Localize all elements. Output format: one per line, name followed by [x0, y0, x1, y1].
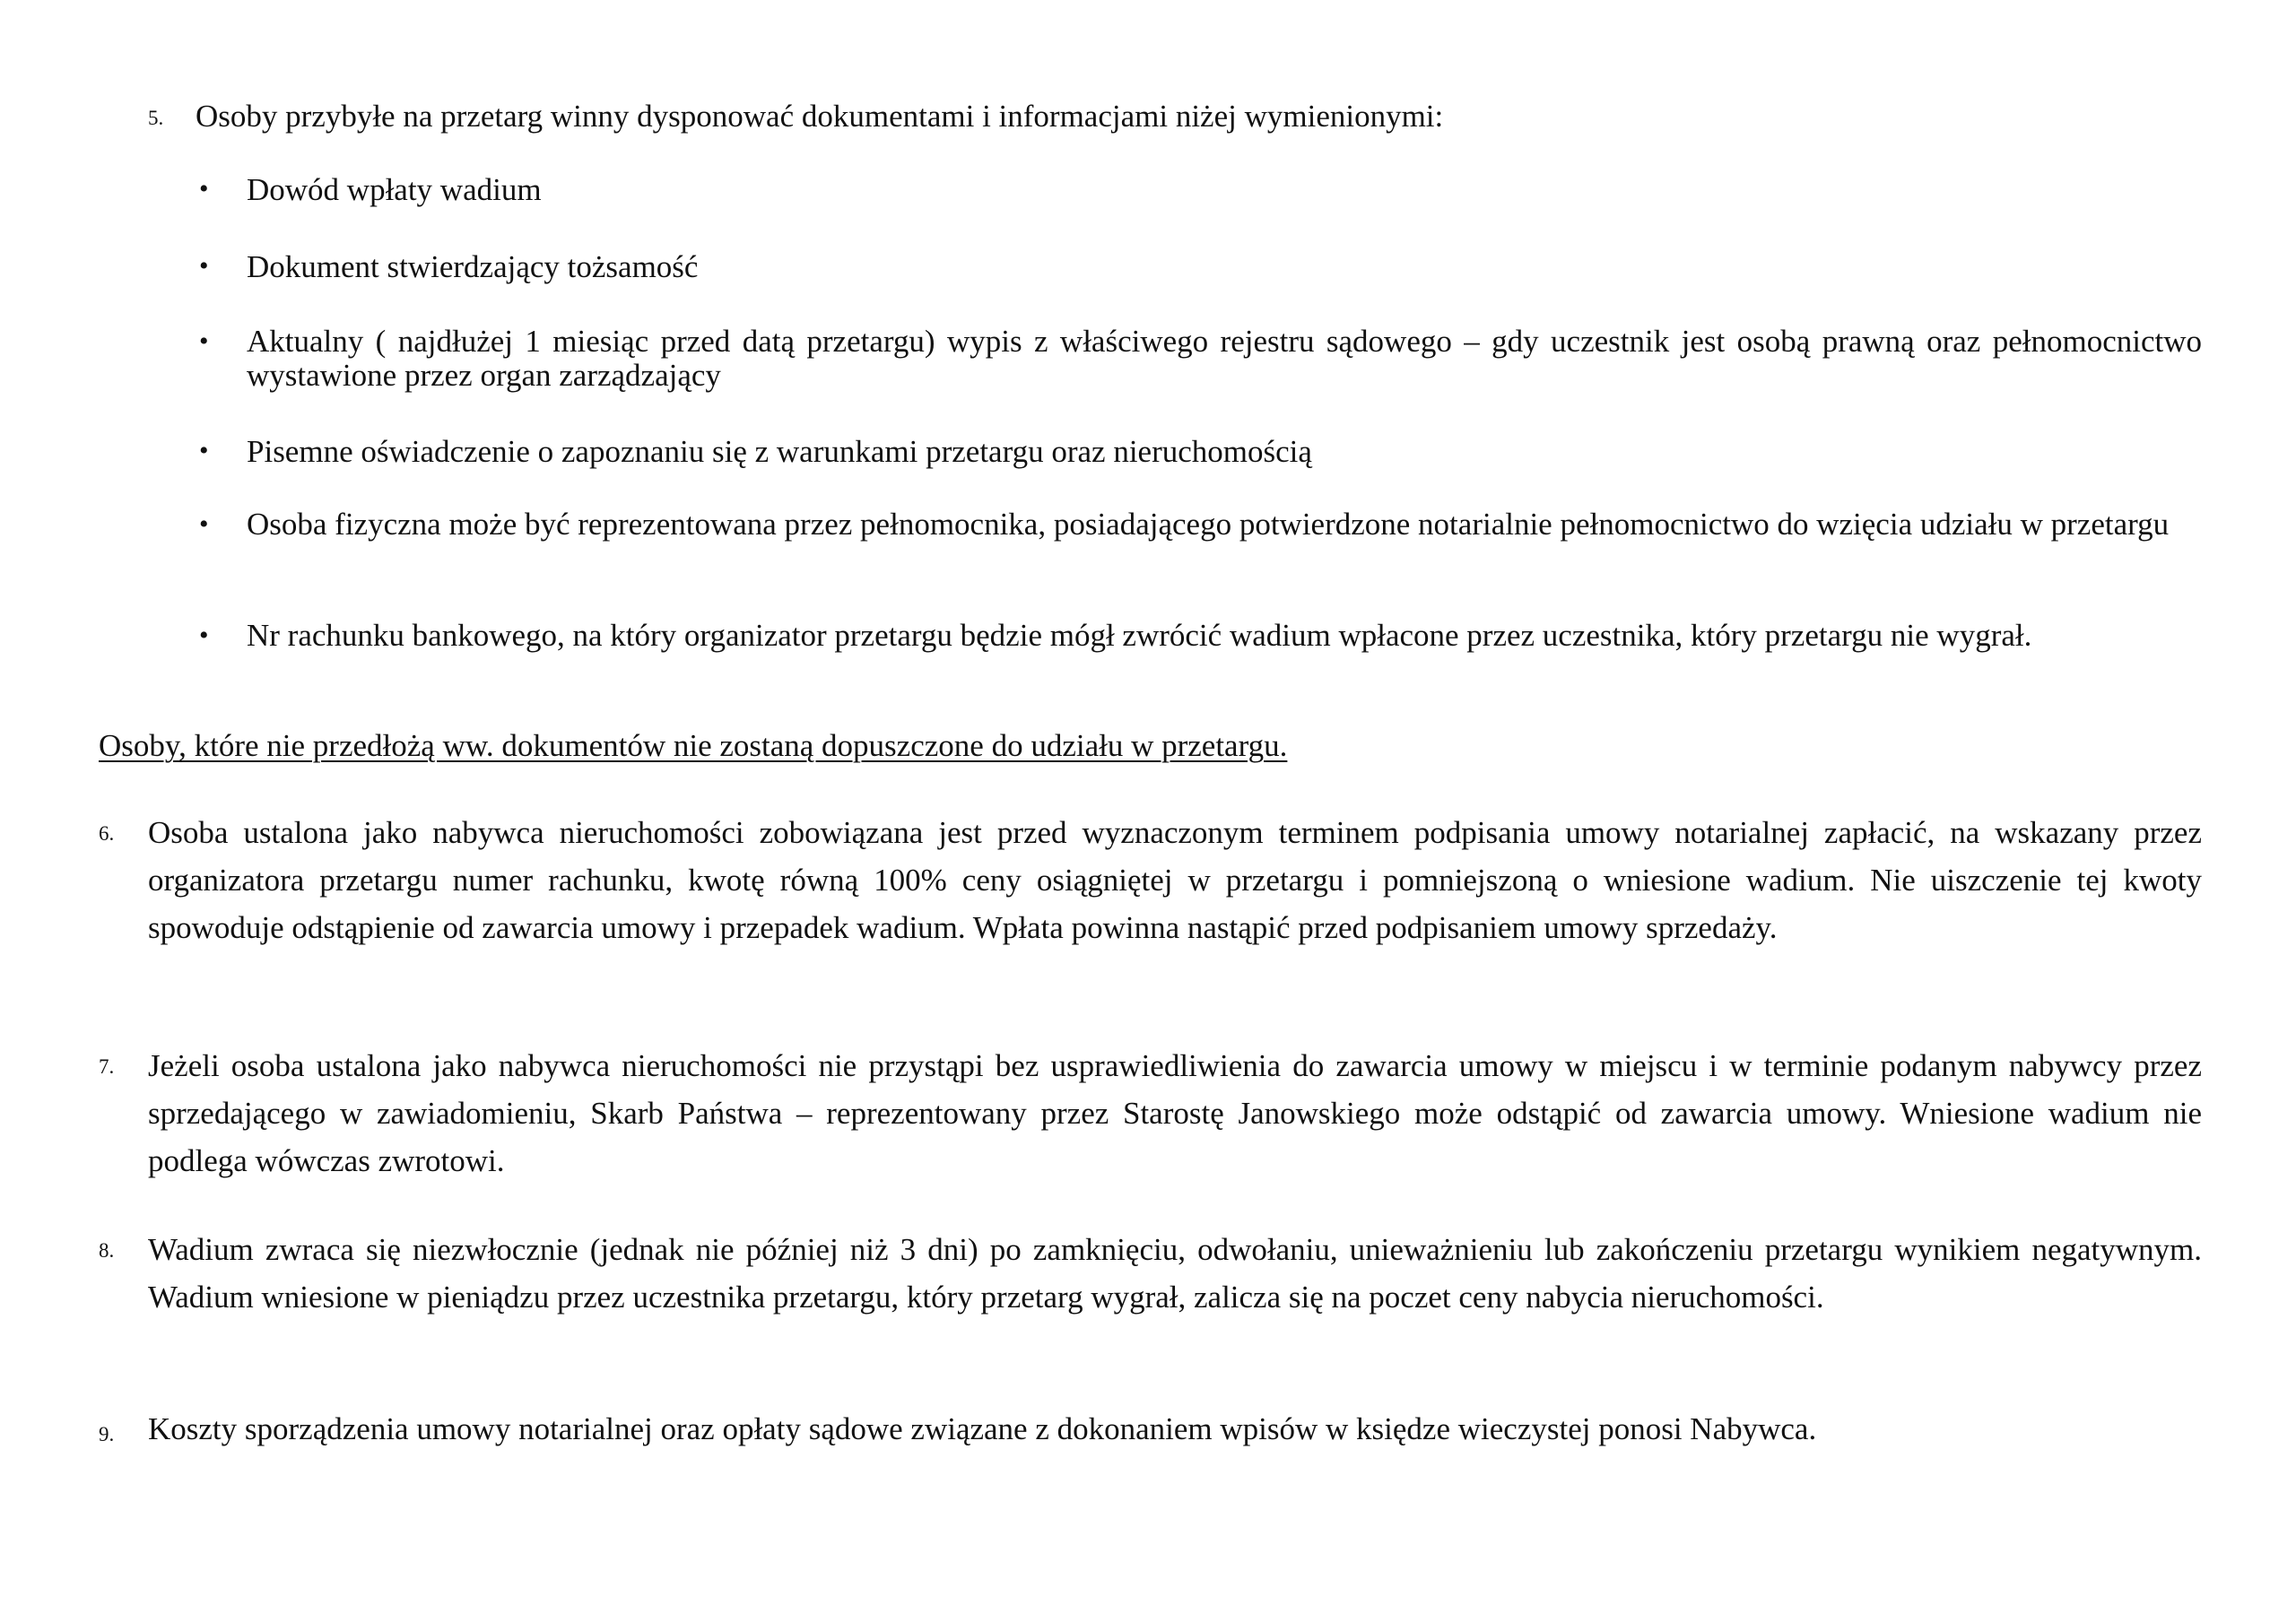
bullet-icon: • — [199, 621, 209, 650]
bullet-item-3: Aktualny ( najdłużej 1 miesiąc przed datą przetargu) wypis z właściwego rejestru sądowego – gdy uczestnik jest osobą prawną oraz pełnomocnictwo wystawione przez organ zarządzający — [247, 324, 2202, 393]
item-8-text: Wadium zwraca się niezwłocznie (jednak nie później niż 3 dni) po zamknięciu, odwołaniu, unieważnieniu lub zakończeniu przetargu wynikiem negatywnym. Wadium wniesione w pieniądzu przez uczestnika przetargu, który przetarg wygrał, zalicza się na poczet ceny nabycia nieruchomości. — [148, 1232, 2202, 1315]
bullet-icon: • — [199, 174, 209, 204]
bullet-item-1: Dowód wpłaty wadium — [247, 172, 542, 207]
item-number-9: 9. — [99, 1423, 115, 1445]
bullet-item-4: Pisemne oświadczenie o zapoznaniu się z warunkami przetargu oraz nieruchomością — [247, 434, 1312, 469]
notice-underlined: Osoby, które nie przedłożą ww. dokumentów nie zostaną dopuszczone do udziału w przetargu. — [99, 728, 1288, 763]
bullet-icon: • — [199, 326, 209, 356]
bullet-icon: • — [199, 509, 209, 539]
item-number-5: 5. — [148, 107, 164, 129]
item-5-intro: Osoby przybyłe na przetarg winny dysponować dokumentami i informacjami niżej wymienionymi: — [196, 99, 1444, 134]
bullet-item-6: Nr rachunku bankowego, na który organizator przetargu będzie mógł zwrócić wadium wpłacone przez uczestnika, który przetargu nie wygrał. — [247, 618, 2032, 653]
bullet-item-2: Dokument stwierdzający tożsamość — [247, 249, 699, 284]
item-number-8: 8. — [99, 1239, 115, 1262]
bullet-icon: • — [199, 436, 209, 465]
bullet-item-5: Osoba fizyczna może być reprezentowana przez pełnomocnika, posiadającego potwierdzone notarialnie pełnomocnictwo do wzięcia udziału w przetargu — [247, 507, 2170, 542]
item-number-6: 6. — [99, 822, 115, 845]
item-number-7: 7. — [99, 1055, 115, 1078]
item-6-text: Osoba ustalona jako nabywca nieruchomości zobowiązana jest przed wyznaczonym terminem podpisania umowy notarialnej zapłacić, na wskazany przez organizatora przetargu numer rachunku, kwotę równą 100% ceny osiągniętej w przetargu i pomniejszoną o wniesione wadium. Nie uiszczenie tej kwoty spowoduje odstąpienie od zawarcia umowy i przepadek wadium. Wpłata powinna nastąpić przed podpisaniem umowy sprzedaży. — [148, 815, 2202, 945]
item-7-text: Jeżeli osoba ustalona jako nabywca nieruchomości nie przystąpi bez usprawiedliwienia do zawarcia umowy w miejscu i w terminie podanym nabywcy przez sprzedającego w zawiadomieniu, Skarb Państwa – reprezentowany przez Starostę Janowskiego może odstąpić od zawarcia umowy. Wniesione wadium nie podlega wówczas zwrotowi. — [148, 1048, 2202, 1178]
bullet-icon: • — [199, 251, 209, 281]
item-9-text: Koszty sporządzenia umowy notarialnej oraz opłaty sądowe związane z dokonaniem wpisów w księdze wieczystej ponosi Nabywca. — [148, 1411, 1817, 1446]
